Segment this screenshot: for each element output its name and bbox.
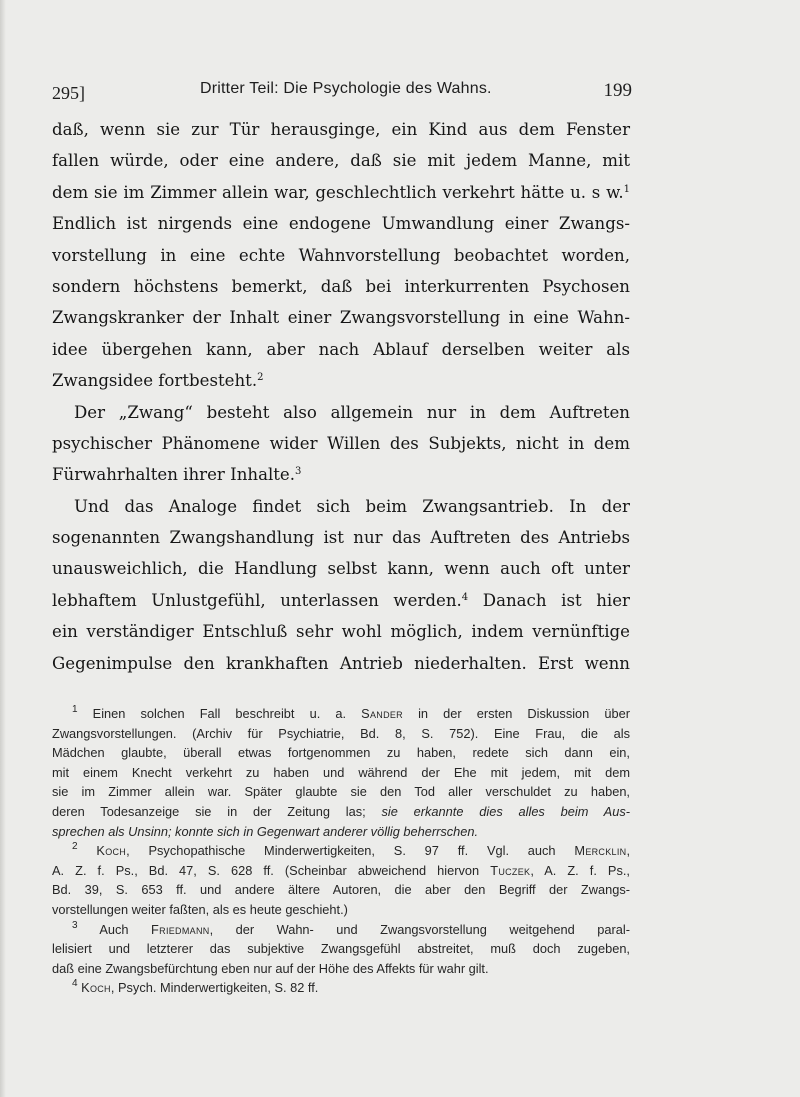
running-title: Dritter Teil: Die Psychologie des Wahns. [200,80,492,97]
main-text [52,114,630,679]
footnote-mark: 4 [461,591,469,603]
page-number: 199 [603,80,632,101]
author-name: Friedmann [151,921,210,937]
text-line: Und das Analoge findet sich beim Zwangsantrieb. In der [74,496,630,516]
text-line: ein verständiger Entschluß sehr wohl möglich, indem vernünftige [52,622,630,642]
footnote-2 [52,841,630,861]
text-span: A. Z. f. Ps., Bd. 47, S. 628 ff. (Scheinbar abweichend hiervon [52,862,480,878]
text-line: unausweichlich, die Handlung selbst kann, wenn auch oft unter [52,559,630,579]
footnote-mark: 3 [295,466,302,478]
footnote-mark: 2 [257,372,264,384]
text-line: idee übergehen kann, aber nach Ablauf derselben weiter als [52,339,630,359]
footnote-4 [52,978,630,998]
running-head [52,80,632,108]
text-line: fallen würde, oder eine andere, daß sie mit jedem Manne, mit [52,151,630,171]
text-line: Gegenimpulse den krankhaften Antrieb niederhalten. Erst wenn [52,653,630,673]
text-span: dem sie im Zimmer allein war, geschlechtlich verkehrt hätte u. s w. [52,182,624,202]
footnote-1 [52,704,630,724]
footnote-line: daß eine Zwangsbefürchtung eben nur auf der Höhe des Affekts für wahr gilt. [52,960,489,976]
text-span: Zwangsidee fortbesteht. [52,371,258,391]
footnote-line: sprechen als Unsinn; konnte sich in Gegenwart anderer völlig beherrschen. [52,823,479,839]
footnote-line: lelisiert und letzterer das subjektive Zwangsgefühl abstreitet, muß doch zugeben, [52,941,630,957]
text-line: vorstellung in eine echte Wahnvorstellung beobachtet worden, [52,245,630,265]
italic-span: sie erkannte dies alles beim Aus- [381,803,630,819]
text-line [52,177,630,208]
footnote-mark: 3 [72,919,78,931]
text-span: , der Wahn- und Zwangsvorstellung weitgehend paral- [209,921,630,937]
text-line [52,585,630,616]
text-line: Der „Zwang“ besteht also allgemein nur in dem Auftreten [74,402,630,422]
text-span: Danach ist hier [482,590,630,610]
text-line: sondern höchstens bemerkt, daß bei interkurrenten Psychosen [52,276,630,296]
footnote-line [52,802,630,822]
author-name: Tuczek [490,862,531,878]
footnote-line: Bd. 39, S. 653 ff. und andere ältere Autoren, die aber den Begriff der Zwangs- [52,882,630,898]
section-number [52,83,85,104]
text-span: , Psychopathische Minderwertigkeiten, S. 97 ff. Vgl. auch [126,843,556,859]
text-span: Fürwahrhalten ihrer Inhalte. [52,465,296,485]
text-span: Auch [99,921,129,937]
footnote-mark: 4 [72,978,78,990]
footnote-line: Zwangsvorstellungen. (Archiv für Psychiatrie, Bd. 8, S. 752). Eine Frau, die als [52,725,630,741]
author-name: Sander [361,706,403,721]
text-line: Endlich ist nirgends eine endogene Umwandlung einer Zwangs- [52,214,630,234]
text-span: lebhaftem Unlustgefühl, unterlassen werden. [52,590,462,610]
author-name: Mercklin [574,843,627,859]
text-span: in der ersten Diskussion über [418,706,631,721]
text-span: , Psych. Minderwertigkeiten, S. 82 ff. [110,980,319,996]
text-span: deren Todesanzeige sie in der Zeitung las; [52,803,366,819]
section-number-value: 295 [52,83,79,103]
author-name: Koch [81,980,111,996]
footnote-line: mit einem Knecht verkehrt zu haben und während der Ehe mit jedem, mit dem [52,764,630,780]
text-line: sogenannten Zwangshandlung ist nur das Auftreten des Antriebs [52,528,630,548]
footnote-line [52,861,630,881]
footnote-3 [52,920,630,940]
author-name: Koch [96,843,127,859]
footnote-mark: 2 [72,841,78,853]
text-span: , A. Z. f. Ps., [530,862,630,878]
page-edge-shadow [0,0,6,1097]
footnote-line: Mädchen glaubte, überall etwas fortgenommen zu haben, redete sich dann ein, [52,745,630,761]
text-line: Zwangskranker der Inhalt einer Zwangsvorstellung in eine Wahn- [52,308,630,328]
text-line [52,365,630,396]
text-span: Einen solchen Fall beschreibt u. a. [92,706,347,721]
text-line: psychischer Phänomene wider Willen des Subjekts, nicht in dem [52,433,630,453]
footnote-line: vorstellungen weiter faßten, als es heute geschieht.) [52,901,348,917]
footnotes [52,704,630,998]
text-line [52,459,630,490]
text-span: , [626,843,631,859]
footnote-mark: 1 [72,704,78,715]
footnote-mark: 1 [623,183,630,195]
text-line: daß, wenn sie zur Tür herausginge, ein Kind aus dem Fenster [52,120,630,139]
footnote-line: sie im Zimmer allein war. Später glaubte sie den Tod aller verschuldet zu haben, [52,784,630,800]
section-bracket: ] [79,83,85,103]
